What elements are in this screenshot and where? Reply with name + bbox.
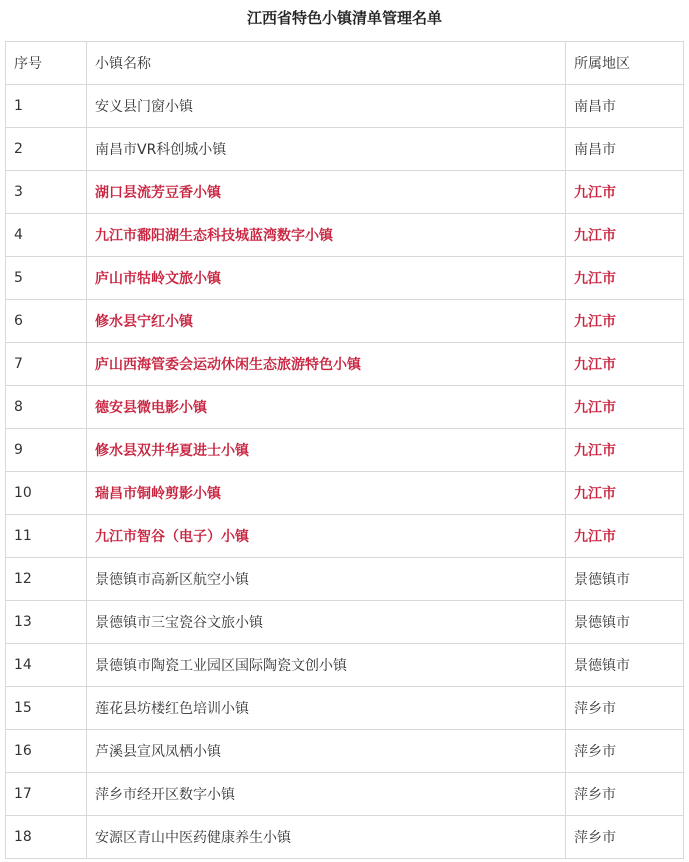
serial-number-cell: 9 [6,429,87,472]
region-cell: 九江市 [566,472,684,515]
serial-number-cell: 7 [6,343,87,386]
town-name-cell: 庐山市牯岭文旅小镇 [87,257,566,300]
table-row [6,214,684,257]
table-row [6,128,684,171]
serial-number-cell: 13 [6,601,87,644]
town-name-cell: 景德镇市三宝瓷谷文旅小镇 [87,601,566,644]
table-row [6,429,684,472]
region-cell: 萍乡市 [566,687,684,730]
header-town-name: 小镇名称 [87,42,566,85]
table-row [6,687,684,730]
region-cell: 南昌市 [566,128,684,171]
table-row [6,386,684,429]
header-serial-number: 序号 [6,42,87,85]
serial-number-cell: 3 [6,171,87,214]
table-row [6,85,684,128]
region-cell: 萍乡市 [566,730,684,773]
town-name-cell: 修水县宁红小镇 [87,300,566,343]
serial-number-cell: 16 [6,730,87,773]
serial-number-cell: 14 [6,644,87,687]
region-cell: 九江市 [566,300,684,343]
region-cell: 景德镇市 [566,558,684,601]
region-cell: 九江市 [566,429,684,472]
table-row [6,515,684,558]
table-row [6,300,684,343]
town-name-cell: 景德镇市高新区航空小镇 [87,558,566,601]
town-name-cell: 芦溪县宣风凤栖小镇 [87,730,566,773]
table-row [6,343,684,386]
serial-number-cell: 12 [6,558,87,601]
region-cell: 九江市 [566,171,684,214]
town-name-cell: 德安县微电影小镇 [87,386,566,429]
region-cell: 九江市 [566,515,684,558]
page-title: 江西省特色小镇清单管理名单 [246,9,442,27]
town-name-cell: 安源区青山中医药健康养生小镇 [87,816,566,859]
serial-number-cell: 11 [6,515,87,558]
town-name-cell: 修水县双井华夏进士小镇 [87,429,566,472]
region-cell: 萍乡市 [566,816,684,859]
serial-number-cell: 10 [6,472,87,515]
town-name-cell: 庐山西海管委会运动休闲生态旅游特色小镇 [87,343,566,386]
table-row [6,644,684,687]
region-cell: 九江市 [566,257,684,300]
town-name-cell: 九江市智谷（电子）小镇 [87,515,566,558]
table-row [6,730,684,773]
region-cell: 九江市 [566,343,684,386]
serial-number-cell: 15 [6,687,87,730]
serial-number-cell: 5 [6,257,87,300]
town-name-cell: 莲花县坊楼红色培训小镇 [87,687,566,730]
header-region: 所属地区 [566,42,684,85]
town-name-cell: 萍乡市经开区数字小镇 [87,773,566,816]
region-cell: 九江市 [566,386,684,429]
table-header-row [6,42,684,85]
town-name-cell: 南昌市VR科创城小镇 [87,128,566,171]
town-name-cell: 九江市鄱阳湖生态科技城蓝湾数字小镇 [87,214,566,257]
region-cell: 景德镇市 [566,644,684,687]
town-name-cell: 安义县门窗小镇 [87,85,566,128]
table-row [6,773,684,816]
table-row [6,558,684,601]
serial-number-cell: 17 [6,773,87,816]
serial-number-cell: 4 [6,214,87,257]
region-cell: 九江市 [566,214,684,257]
serial-number-cell: 6 [6,300,87,343]
table-row [6,257,684,300]
table-row [6,171,684,214]
serial-number-cell: 1 [6,85,87,128]
town-name-cell: 湖口县流芳豆香小镇 [87,171,566,214]
region-cell: 萍乡市 [566,773,684,816]
table-row [6,472,684,515]
town-name-cell: 景德镇市陶瓷工业园区国际陶瓷文创小镇 [87,644,566,687]
serial-number-cell: 8 [6,386,87,429]
region-cell: 南昌市 [566,85,684,128]
serial-number-cell: 18 [6,816,87,859]
town-name-cell: 瑞昌市铜岭剪影小镇 [87,472,566,515]
town-list-table [5,41,684,859]
table-row [6,601,684,644]
region-cell: 景德镇市 [566,601,684,644]
table-row [6,816,684,859]
serial-number-cell: 2 [6,128,87,171]
